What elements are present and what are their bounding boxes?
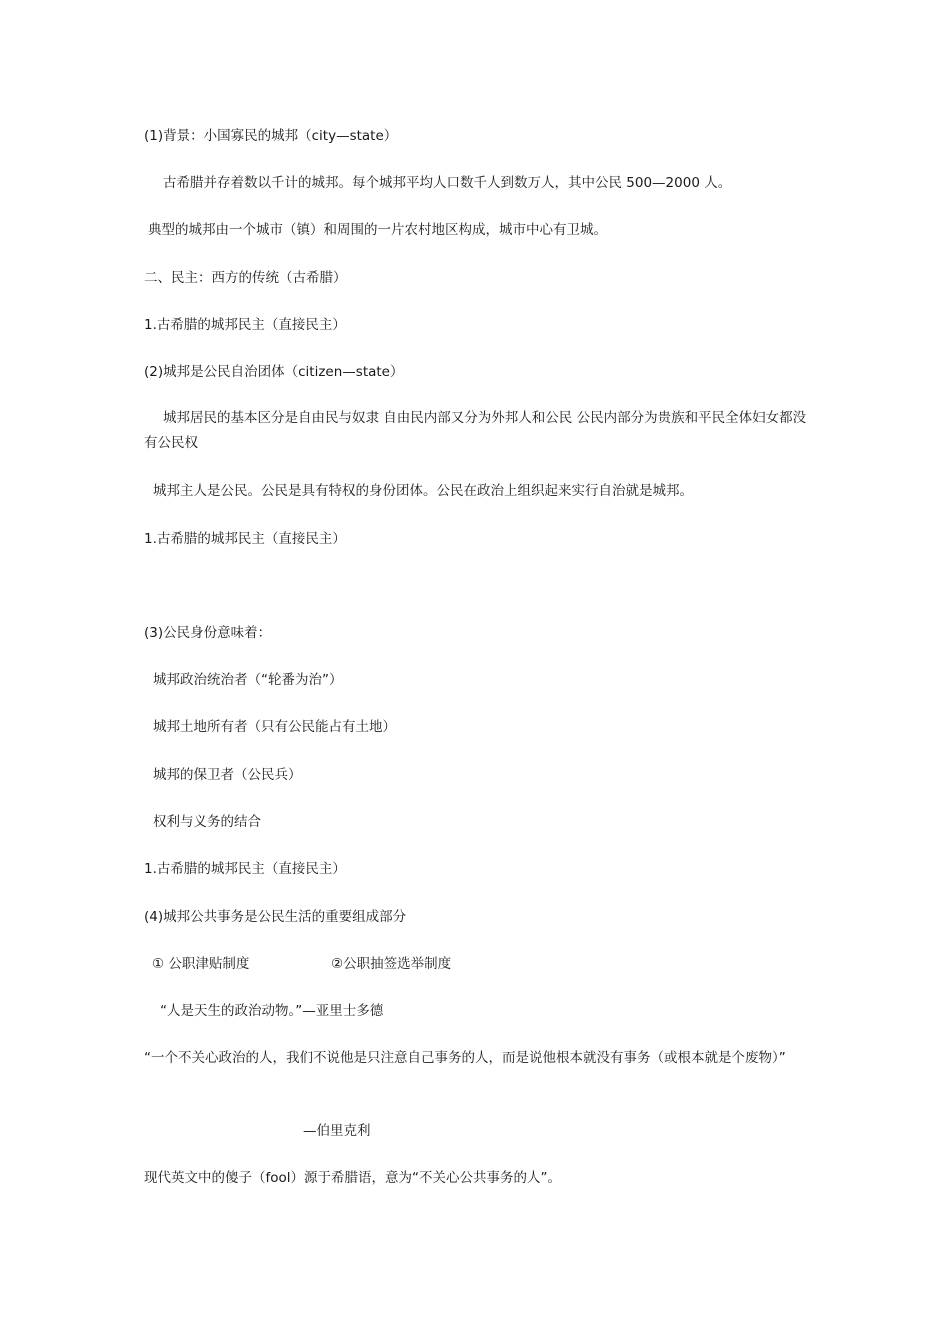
heading-public-affairs: (4)城邦公共事务是公民生活的重要组成部分 bbox=[144, 909, 407, 925]
subheading-direct-democracy-1: 1.古希腊的城邦民主（直接民主） bbox=[144, 317, 346, 333]
quote-aristotle: “人是天生的政治动物。”—亚里士多德 bbox=[160, 1003, 384, 1019]
item-defenders: 城邦的保卫者（公民兵） bbox=[153, 767, 302, 783]
subheading-direct-democracy-2: 1.古希腊的城邦民主（直接民主） bbox=[144, 531, 346, 547]
paragraph-city-masters: 城邦主人是公民。公民是具有特权的身份团体。公民在政治上组织起来实行自治就是城邦。 bbox=[153, 483, 693, 499]
quote-pericles bbox=[144, 1046, 809, 1071]
heading-background: (1)背景：小国寡民的城邦（city—state） bbox=[144, 128, 398, 144]
paragraph-city-states: 古希腊并存着数以千计的城邦。每个城邦平均人口数千人到数万人，其中公民 500—2000 人。 bbox=[163, 175, 732, 191]
paragraph-typical-city-state: 典型的城邦由一个城市（镇）和周围的一片农村地区构成，城市中心有卫城。 bbox=[148, 222, 607, 238]
item-office-allowance: ① 公职津贴制度 bbox=[152, 956, 250, 972]
section-heading-democracy: 二、民主：西方的传统（古希腊） bbox=[144, 270, 347, 286]
subheading-direct-democracy-3: 1.古希腊的城邦民主（直接民主） bbox=[144, 861, 346, 877]
quote-pericles-attribution: —伯里克利 bbox=[303, 1123, 371, 1139]
heading-citizenship-meaning: (3)公民身份意味着： bbox=[144, 625, 272, 641]
paragraph-fool-etymology: 现代英文中的傻子（fool）源于希腊语，意为“不关心公共事务的人”。 bbox=[144, 1170, 562, 1186]
item-lottery-election: ②公职抽签选举制度 bbox=[331, 956, 452, 972]
item-rights-duties: 权利与义务的结合 bbox=[153, 814, 261, 830]
paragraph-residents-division-text: 城邦居民的基本区分是自由民与奴隶 自由民内部又分为外邦人和公民 公民内部分为贵族和平民全体妇女都没有公民权 bbox=[144, 410, 807, 451]
item-political-rulers: 城邦政治统治者（“轮番为治”） bbox=[153, 672, 343, 688]
item-land-owners: 城邦土地所有者（只有公民能占有土地） bbox=[153, 719, 396, 735]
paragraph-residents-division bbox=[144, 406, 809, 456]
quote-pericles-text: “一个不关心政治的人，我们不说他是只注意自己事务的人，而是说他根本就没有事务（或根本就是个废物）” bbox=[144, 1050, 786, 1066]
heading-citizen-state: (2)城邦是公民自治团体（citizen—state） bbox=[144, 364, 404, 380]
